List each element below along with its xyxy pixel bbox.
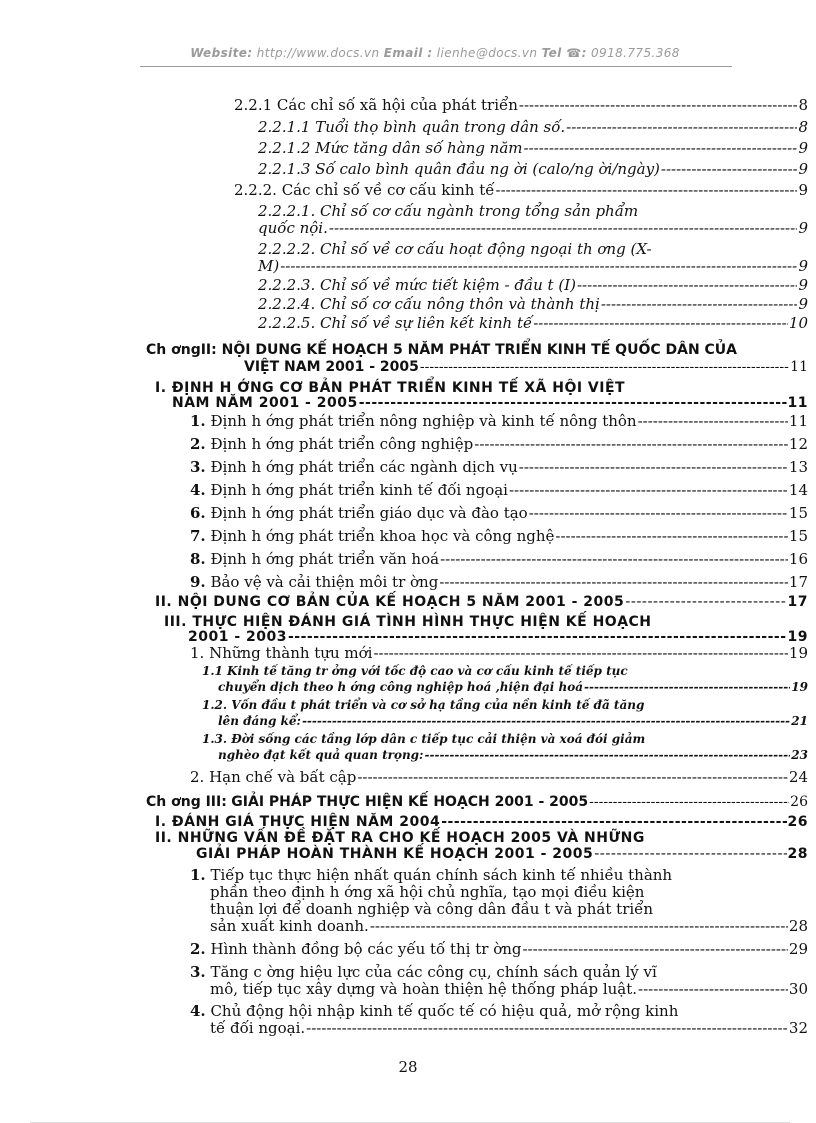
toc-entry: 4. Định h ớng phát triển kinh tế đối ngoại ----- 14 (190, 481, 808, 499)
toc-entry: 4. Chủ động hội nhập kinh tế quốc tế có hiệu quả, mở rộng kinh (190, 1002, 679, 1020)
toc-entry: 2. Định h ớng phát triển công nghiệp ----- 12 (190, 435, 808, 453)
toc-entry: 6. Định h ớng phát triển giáo dục và đào tạo ----- 15 (190, 504, 808, 522)
section-heading: GIẢI PHÁP HOÀN THÀNH KẾ HOẠCH 2001 - 2005 ----- 28 (196, 846, 808, 862)
toc-entry: 1. Định h ớng phát triển nông nghiệp và kinh tế nông thôn ----- 11 (190, 412, 808, 430)
toc-entry: 2.2.2.4. Chỉ số cơ cấu nông thôn và thành thị ----- 9 (258, 295, 808, 313)
email-address[interactable]: lienhe@docs.vn (436, 46, 538, 60)
toc-entry: 3. Tăng c ờng hiệu lực của các công cụ, chính sách quản lý vĩ (190, 963, 657, 981)
toc-entry: 9. Bảo vệ và cải thiện môi tr ờng ----- 17 (190, 573, 808, 591)
website-url[interactable]: http://www.docs.vn (256, 46, 380, 60)
toc-entry: 2.2.2.2. Chỉ số về cơ cấu hoạt động ngoại th ơng (X- (258, 240, 652, 258)
toc-entry: 7. Định h ớng phát triển khoa học và công nghệ ----- 15 (190, 527, 808, 545)
section-heading: I. ĐÁNH GIÁ THỰC HIỆN NĂM 2004 ----- 26 (155, 814, 808, 830)
toc-entry: chuyển dịch theo h ớng công nghiệp hoá ,hiện đại hoá ----- 19 (218, 680, 808, 694)
toc-entry: sản xuất kinh doanh. ----- 28 (210, 917, 808, 935)
section-heading: II. NỘI DUNG CƠ BẢN CỦA KẾ HOẠCH 5 NĂM 2001 - 2005 ----- 17 (155, 594, 808, 610)
toc-entry: 1.2. Vốn đầu t phát triển và cơ sở hạ tầng của nền kinh tế đã tăng (202, 698, 645, 712)
chapter-heading: Ch ơng III: GIẢI PHÁP THỰC HIỆN KẾ HOẠCH 2001 - 2005 ----- 26 (146, 794, 808, 810)
website-label: Website: (190, 46, 253, 60)
toc-entry: 3. Định h ớng phát triển các ngành dịch vụ ----- 13 (190, 458, 808, 476)
tel-label: Tel ☎: (541, 46, 587, 60)
toc-entry: 2.2.2.1. Chỉ số cơ cấu ngành trong tổng sản phẩm (258, 202, 639, 220)
toc-entry: 2.2.2.3. Chỉ số về mức tiết kiệm - đầu t (I) ----- 9 (258, 276, 808, 294)
toc-entry: 2.2.1.2 Mức tăng dân số hàng năm ----- 9 (258, 139, 808, 157)
toc-entry: 1.1 Kinh tế tăng tr ởng với tốc độ cao và cơ cấu kinh tế tiếp tục (202, 664, 628, 678)
toc-entry: nghèo đạt kết quả quan trọng: ----- 23 (218, 748, 808, 762)
header-divider (140, 66, 732, 67)
section-heading: III. THỰC HIỆN ĐÁNH GIÁ TÌNH HÌNH THỰC HIỆN KẾ HOẠCH (164, 614, 652, 630)
page-number: 28 (398, 1058, 418, 1076)
toc-entry: tế đối ngoại. ----- 32 (210, 1019, 808, 1037)
toc-entry: lên đáng kể: ----- 21 (218, 714, 808, 728)
section-heading: 2001 - 2003 ----- 19 (188, 629, 808, 645)
chapter-heading: VIỆT NAM 2001 - 2005 ----- 11 (244, 359, 808, 375)
toc-entry: phần theo định h ớng xã hội chủ nghĩa, tạo mọi điều kiện (210, 883, 645, 901)
toc-entry: M) ----- 9 (258, 257, 808, 275)
toc-entry: quốc nội. ----- 9 (258, 219, 808, 237)
section-heading: NAM NĂM 2001 - 2005 ----- 11 (172, 395, 808, 411)
section-heading: I. ĐỊNH H ỚNG CƠ BẢN PHÁT TRIỂN KINH TẾ XÃ HỘI VIỆT (155, 380, 626, 396)
toc-entry: 2.2.1 Các chỉ số xã hội của phát triển ----- 8 (234, 96, 808, 114)
toc-entry: 2.2.2. Các chỉ số về cơ cấu kinh tế ----- 9 (234, 181, 808, 199)
toc-entry: 2.2.1.1 Tuổi thọ bình quân trong dân số. ----- 8 (258, 118, 808, 136)
toc-entry: 2.2.1.3 Số calo bình quân đầu ng ời (calo/ng ời/ngày) ----- 9 (258, 160, 808, 178)
tel-number: 0918.775.368 (591, 46, 680, 60)
toc-entry: 2.2.2.5. Chỉ số về sự liên kết kinh tế ----- 10 (258, 314, 808, 332)
toc-entry: 1.3. Đời sống các tầng lớp dân c tiếp tục cải thiện và xoá đói giảm (202, 732, 646, 746)
toc-entry: thuận lợi để doanh nghiệp và công dân đầu t và phát triển (210, 900, 654, 918)
toc-entry: 2. Hình thành đồng bộ các yếu tố thị tr ờng ----- 29 (190, 940, 808, 958)
toc-entry: mô, tiếp tục xây dựng và hoàn thiện hệ thống pháp luật. ----- 30 (210, 980, 808, 998)
toc-entry: 2. Hạn chế và bất cập ----- 24 (190, 768, 808, 786)
chapter-heading: Ch ơngII: NỘI DUNG KẾ HOẠCH 5 NĂM PHÁT TRIỂN KINH TẾ QUỐC DÂN CỦA (146, 342, 738, 358)
page-header (140, 46, 730, 60)
section-heading: II. NHỮNG VẤN ĐỀ ĐẶT RA CHO KẾ HOẠCH 2005 VÀ NHỮNG (155, 830, 645, 846)
toc-entry: 8. Định h ớng phát triển văn hoá ----- 16 (190, 550, 808, 568)
toc-entry: 1. Tiếp tục thực hiện nhất quán chính sách kinh tế nhiều thành (190, 866, 673, 884)
email-label: Email : (383, 46, 433, 60)
toc-entry: 1. Những thành tựu mới ----- 19 (190, 644, 808, 662)
